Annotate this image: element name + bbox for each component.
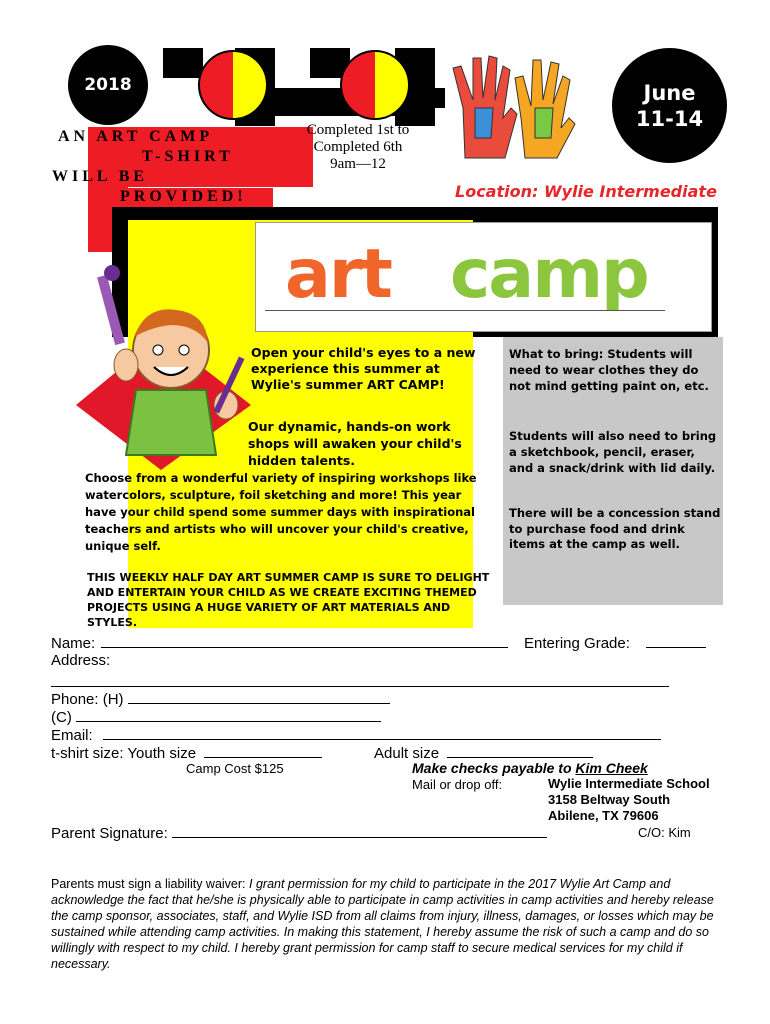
name-row	[51, 633, 508, 652]
mail-address	[548, 776, 710, 824]
date-days: 11-14	[635, 106, 704, 131]
date-month: June	[643, 80, 696, 105]
grade-field[interactable]	[646, 633, 706, 648]
phone-home-field[interactable]	[128, 689, 390, 704]
payable-line	[412, 760, 648, 776]
bring-text-2: Students will also need to bring a sketchbook, pencil, eraser, and a snack/drink with lid daily.	[509, 429, 717, 475]
email-row	[51, 725, 661, 744]
tshirt-row	[51, 743, 322, 762]
name-label: Name:	[51, 635, 96, 652]
logo-camp: camp	[450, 235, 648, 314]
year-text: 2018	[84, 75, 132, 95]
care-of: C/O: Kim	[638, 825, 691, 840]
location-text: Location: Wylie Intermediate	[455, 182, 717, 201]
year-badge	[68, 45, 148, 125]
camp-cost: Camp Cost $125	[186, 761, 284, 776]
phone-cell-label: (C)	[51, 709, 72, 726]
email-label: Email:	[51, 727, 93, 744]
date-badge	[612, 48, 727, 163]
tshirt-label: t-shirt size: Youth size	[51, 745, 197, 762]
phone-home-label: Phone: (H)	[51, 691, 124, 708]
logo-art: art	[285, 235, 391, 314]
painted-hands-icon	[445, 48, 585, 168]
payable-prefix: Make checks payable to	[412, 760, 576, 776]
phone-home-row	[51, 689, 390, 708]
grade-label: Entering Grade:	[524, 635, 630, 652]
half-circle-1	[198, 50, 268, 120]
address-label: Address:	[51, 652, 111, 669]
adult-size-field[interactable]	[447, 743, 593, 758]
bring-text-3: There will be a concession stand to purchase food and drink items at the camp as well.	[509, 506, 721, 551]
school-city: Abilene, TX 79606	[548, 808, 659, 823]
waiver-body: I grant permission for my child to participate in the 2017 Wylie Art Camp and acknowledge the fact that he/she is physically able to participate in camp activities in camp activities and hereby release the camp sponsor, associates, staff, and Wylie ISD from all claims from injury, illness, damages, or losses which may be sustained while attending camp activities. In making this statement, I hereby assume the risk of such a camp and do so willingly with respect to my child. I hereby grant permission for camp staff to secure medical services for my child if necessary.	[51, 877, 714, 971]
camp-time: 9am—12	[330, 156, 386, 172]
art-logo	[285, 230, 391, 320]
adult-label: Adult size	[374, 745, 440, 762]
youth-size-field[interactable]	[204, 743, 322, 758]
email-field[interactable]	[103, 725, 661, 740]
signature-row	[51, 823, 547, 842]
grade-from: Completed 1st to	[306, 122, 410, 138]
phone-cell-row	[51, 707, 381, 726]
grade-row	[524, 633, 706, 652]
phone-cell-field[interactable]	[76, 707, 381, 722]
bring-text-1: What to bring: Students will need to wear clothes they do not mind getting paint on, etc.	[509, 347, 709, 393]
mail-label: Mail or drop off:	[412, 777, 503, 792]
waiver-lead: Parents must sign a liability waiver:	[51, 877, 246, 891]
intro-weekly: THIS WEEKLY HALF DAY ART SUMMER CAMP IS SURE TO DELIGHT AND ENTERTAIN YOUR CHILD AS WE CREATE EXCITING THEMED PROJECTS USING A HUGE VARIETY OF ART MATERIALS AND STYLES.	[87, 571, 490, 629]
grade-range	[278, 122, 438, 173]
tshirt-note	[52, 127, 292, 207]
tshirt-line-2: T-SHIRT	[142, 148, 234, 165]
name-field[interactable]	[101, 633, 508, 648]
intro-dynamic: Our dynamic, hands-on work shops will awaken your child's hidden talents.	[248, 419, 462, 468]
school-street: 3158 Beltway South	[548, 792, 671, 807]
checker-black-6	[420, 88, 445, 108]
checker-black-1	[163, 48, 203, 78]
tshirt-line-1: AN ART CAMP	[58, 128, 214, 145]
signature-label: Parent Signature:	[51, 825, 168, 842]
logo-underline	[265, 310, 665, 311]
school-name: Wylie Intermediate School	[548, 776, 710, 791]
signature-field[interactable]	[172, 823, 547, 838]
boy-painter-illustration	[66, 255, 276, 475]
address-field[interactable]	[51, 672, 669, 687]
waiver-text	[51, 876, 723, 972]
payable-name: Kim Cheek	[575, 760, 648, 776]
intro-choose: Choose from a wonderful variety of inspiring workshops like watercolors, sculpture, foil sketching and more! This year have your child spend some summer days with inspirational teachers and artists who will uncover your child's creative, unique self.	[85, 471, 477, 553]
intro-lead: Open your child's eyes to a new experience this summer at Wylie's summer ART CAMP!	[251, 345, 476, 392]
tshirt-line-4: PROVIDED!	[120, 188, 247, 205]
grade-to: Completed 6th	[313, 139, 403, 155]
tshirt-line-3: WILL BE	[52, 168, 149, 185]
camp-logo	[450, 230, 648, 320]
half-circle-2	[340, 50, 410, 120]
